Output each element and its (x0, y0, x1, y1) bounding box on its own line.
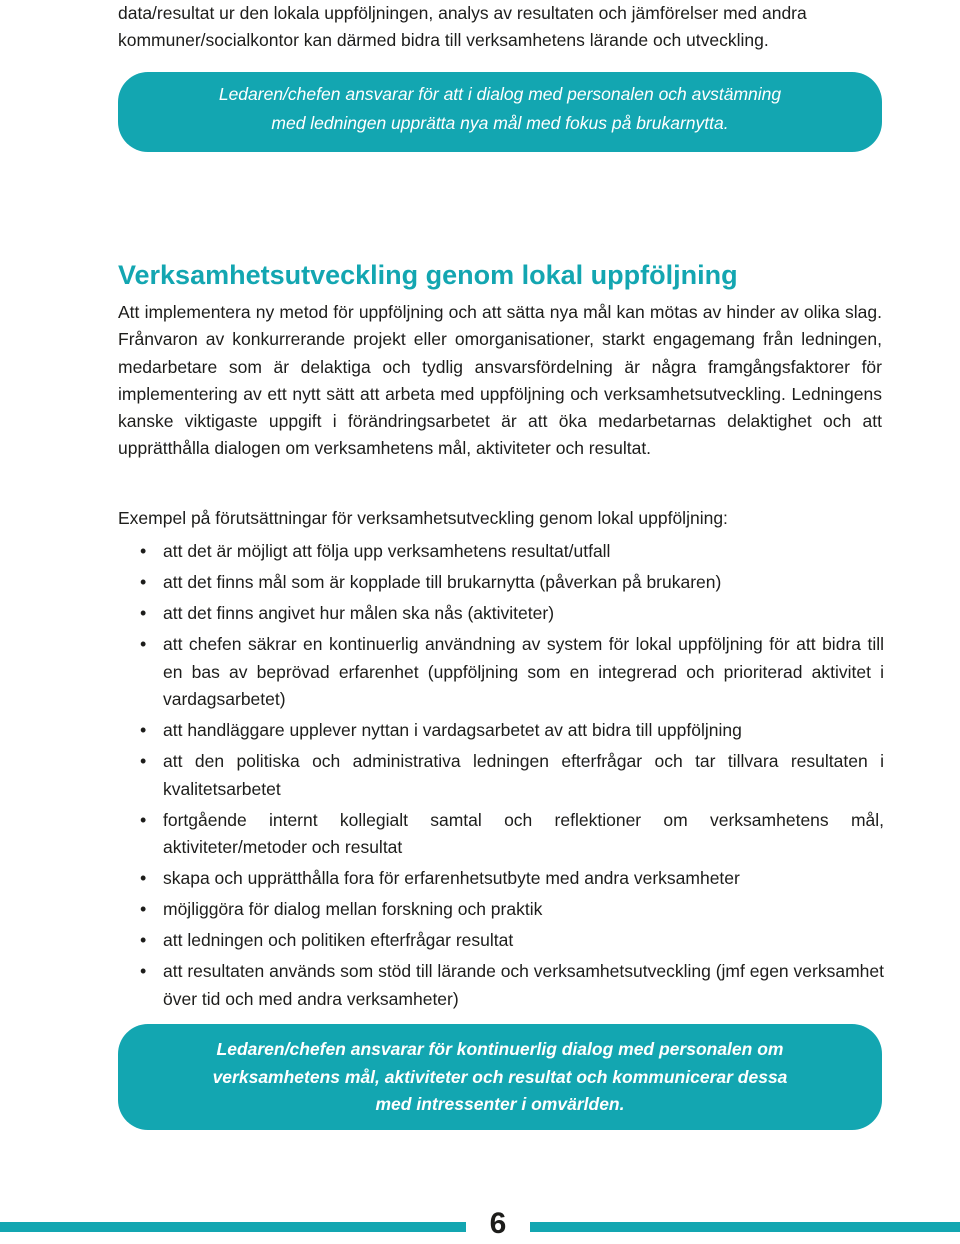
bullet-icon: • (140, 541, 147, 561)
list-item: • att chefen säkrar en kontinuerlig användning av system för lokal uppföljning för att bidra till en bas av beprövad erfarenhet (uppföljning som en integrerad och prioriterad aktivitet i vardagsarbetet) (118, 631, 884, 714)
list-item: • att det finns mål som är kopplade till brukarnytta (påverkan på brukaren) (118, 569, 884, 597)
callout-line: med ledningen upprätta nya mål med fokus på brukarnytta. (271, 113, 729, 133)
callout-line: Ledaren/chefen ansvarar för kontinuerlig dialog med personalen om (216, 1039, 784, 1059)
list-item: • att ledningen och politiken efterfrågar resultat (118, 927, 884, 955)
callout-line: Ledaren/chefen ansvarar för att i dialog med personalen och avstämning (218, 84, 782, 104)
prerequisites-list (118, 538, 884, 1017)
section-body-paragraph: Att implementera ny metod för uppföljning och att sätta nya mål kan mötas av hinder av olika slag. Frånvaron av konkurrerande projekt eller omorganisationer, starkt engagemang från ledningen, medarbetare som är delaktiga och tydlig ansvarsfördelning är några framgångsfaktorer för implementering av ett nytt sätt att arbeta med uppföljning och verksamhetsutveckling. Ledningens kanske viktigaste uppgift i förändringsarbetet är att öka medarbetarnas delaktighet och att upprätthålla dialogen om verksamhetens mål, aktiviteter och resultat. (118, 302, 882, 459)
callout-box-dialog (118, 1024, 882, 1130)
footer-bar-right (530, 1222, 960, 1232)
bullet-icon: • (140, 634, 147, 654)
bullet-icon: • (140, 930, 147, 950)
list-item: • möjliggöra för dialog mellan forskning och praktik (118, 896, 884, 924)
page-number: 6 (489, 1207, 507, 1240)
callout-line: verksamhetens mål, aktiviteter och resultat och kommunicerar dessa (212, 1066, 788, 1087)
list-item: • att det finns angivet hur målen ska nås (aktiviteter) (118, 600, 884, 628)
callout-box-responsibility (118, 72, 882, 152)
list-item: • att resultaten används som stöd till lärande och verksamhetsutveckling (jmf egen verksamhet över tid och med andra verksamheter) (118, 958, 884, 1013)
bullet-icon: • (140, 603, 147, 623)
list-item: • att handläggare upplever nyttan i vardagsarbetet av att bidra till uppföljning (118, 717, 884, 745)
list-lead-paragraph: Exempel på förutsättningar för verksamhetsutveckling genom lokal uppföljning: (118, 508, 728, 528)
bullet-icon: • (140, 809, 147, 830)
footer-bar-left (0, 1222, 466, 1232)
list-item: • att det är möjligt att följa upp verksamhetens resultat/utfall (118, 538, 884, 566)
bullet-icon: • (140, 899, 147, 919)
bullet-icon: • (140, 572, 147, 592)
list-item: • att den politiska och administrativa ledningen efterfrågar och tar tillvara resultaten i kvalitetsarbetet (118, 748, 884, 803)
bullet-icon: • (140, 720, 147, 740)
callout-line: med intressenter i omvärlden. (375, 1094, 625, 1114)
bullet-icon: • (140, 751, 147, 771)
list-item: • fortgående internt kollegialt samtal och reflektioner om verksamhetens mål, aktiviteter/metoder och resultat (118, 807, 884, 862)
list-item: • skapa och upprätthålla fora för erfarenhetsutbyte med andra verksamheter (118, 865, 884, 893)
section-heading: Verksamhetsutveckling genom lokal uppföljning (118, 260, 738, 290)
bullet-icon: • (140, 961, 147, 981)
bullet-icon: • (140, 868, 147, 888)
intro-paragraph: data/resultat ur den lokala uppföljningen, analys av resultaten och jämförelser med andra kommuner/socialkontor kan därmed bidra till verksamhetens lärande och utveckling. (118, 3, 807, 50)
